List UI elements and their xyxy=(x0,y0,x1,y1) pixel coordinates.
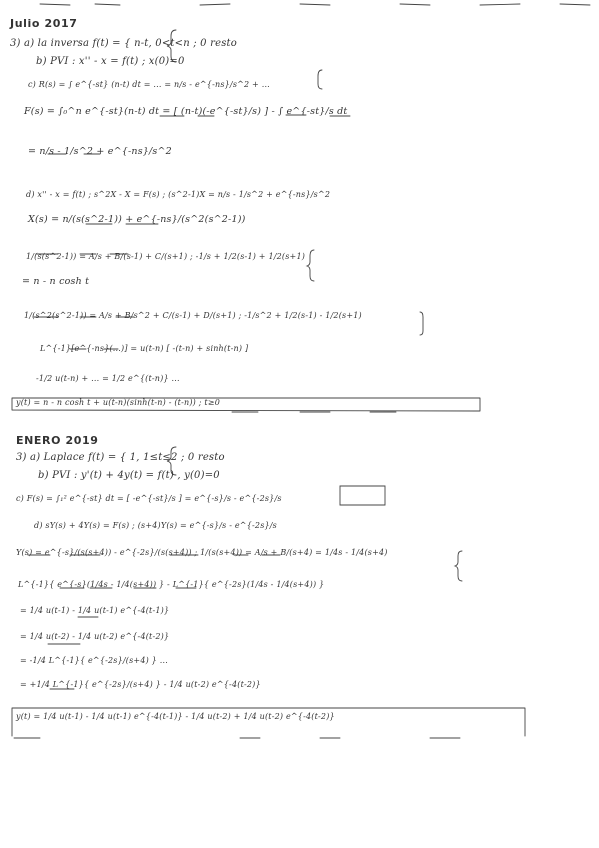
s1-line-11: L^{-1}[e^{-ns}(...)] = u(t-n) [ -(t-n) + sinh(t-n) ] xyxy=(40,344,249,353)
s1-line-6: d) x'' - x = f(t) ; s^2X - X = F(s) ; (s^2-1)X = n/s - 1/s^2 + e^{-ns}/s^2 xyxy=(26,190,331,199)
s1-line-9: = n - n cosh t xyxy=(22,276,90,287)
s2-line-6: L^{-1}{ e^{-s}(1/4s - 1/4(s+4)) } - L^{-1}{ e^{-2s}(1/4s - 1/4(s+4)) } xyxy=(18,580,325,589)
s1-line-12: -1/2 u(t-n) + ... = 1/2 e^{(t-n)} ... xyxy=(36,374,180,383)
s1-final-answer: y(t) = n - n cosh t + u(t-n)(sinh(t-n) - (t-n)) ; t≥0 xyxy=(16,398,220,407)
s1-line-7: X(s) = n/(s(s^2-1)) + e^{-ns}/(s^2(s^2-1)) xyxy=(28,214,246,225)
s2-line-10: = +1/4 L^{-1}{ e^{-2s}/(s+4) } - 1/4 u(t-2) e^{-4(t-2)} xyxy=(20,680,261,689)
s2-line-5: Y(s) = e^{-s}/(s(s+4)) - e^{-2s}/(s(s+4)) ; 1/(s(s+4)) = A/s + B/(s+4) = 1/4s - 1/4(s+4) xyxy=(16,548,388,557)
s2-line-1: 3) a) Laplace f(t) = { 1, 1≤t≤2 ; 0 resto xyxy=(16,452,225,463)
s2-line-3: c) F(s) = ∫₁² e^{-st} dt = [ -e^{-st}/s ] = e^{-s}/s - e^{-2s}/s xyxy=(16,494,282,503)
section-2-heading: ENERO 2019 xyxy=(16,434,99,447)
s1-line-10: 1/(s^2(s^2-1)) = A/s + B/s^2 + C/(s-1) + D/(s+1) ; -1/s^2 + 1/2(s-1) - 1/2(s+1) xyxy=(24,311,362,320)
s1-line-8: 1/(s(s^2-1)) = A/s + B/(s-1) + C/(s+1) ; -1/s + 1/2(s-1) + 1/2(s+1) xyxy=(26,252,306,261)
s2-line-4: d) sY(s) + 4Y(s) = F(s) ; (s+4)Y(s) = e^{-s}/s - e^{-2s}/s xyxy=(34,521,277,530)
s2-line-7: = 1/4 u(t-1) - 1/4 u(t-1) e^{-4(t-1)} xyxy=(20,606,170,615)
s1-line-1: 3) a) la inversa f(t) = { n-t, 0<t<n ; 0 resto xyxy=(10,38,237,49)
s2-line-9: = -1/4 L^{-1}{ e^{-2s}/(s+4) } ... xyxy=(20,656,168,665)
s1-line-3: c) R(s) = ∫ e^{-st} (n-t) dt = ... = n/s - e^{-ns}/s^2 + ... xyxy=(28,80,270,89)
s2-line-2: b) PVI : y'(t) + 4y(t) = f(t) , y(0)=0 xyxy=(38,470,220,481)
section-1-heading: Julio 2017 xyxy=(10,17,78,30)
s2-final-answer: y(t) = 1/4 u(t-1) - 1/4 u(t-1) e^{-4(t-1)} - 1/4 u(t-2) + 1/4 u(t-2) e^{-4(t-2)} xyxy=(16,712,335,721)
s1-line-5: = n/s - 1/s^2 + e^{-ns}/s^2 xyxy=(28,146,172,157)
s1-line-4: F(s) = ∫₀^n e^{-st}(n-t) dt = [ (n-t)(-e^{-st}/s) ] - ∫ e^{-st}/s dt xyxy=(24,106,348,117)
s2-line-8: = 1/4 u(t-2) - 1/4 u(t-2) e^{-4(t-2)} xyxy=(20,632,170,641)
s1-line-2: b) PVI : x'' - x = f(t) ; x(0)=0 xyxy=(36,56,185,67)
